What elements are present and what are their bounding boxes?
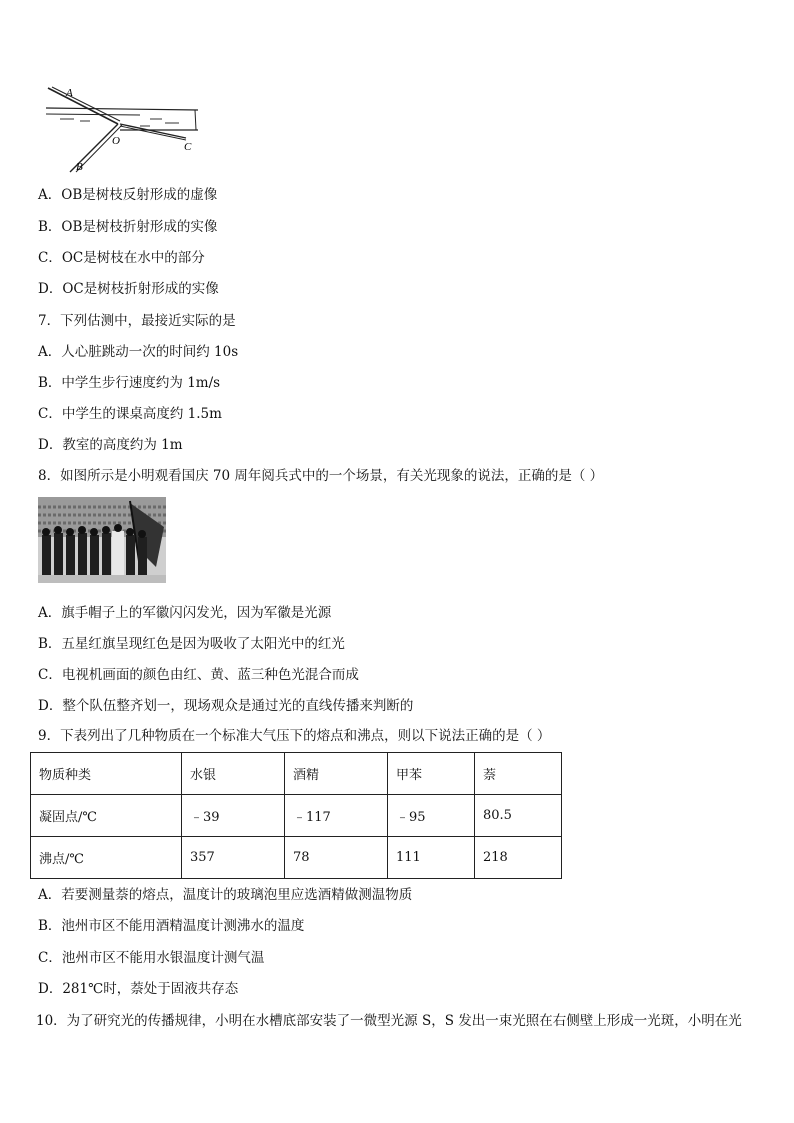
table-cell: 沸点/℃: [31, 837, 182, 879]
q6-option-a: A．OB是树枝反射形成的虚像: [38, 187, 218, 203]
label-c: C: [184, 141, 192, 153]
q9-option-c: C．池州市区不能用水银温度计测气温: [38, 950, 265, 966]
water-surface-top: [46, 108, 198, 110]
q6-option-c: C．OC是树枝在水中的部分: [38, 250, 205, 266]
q7-stem: 7．下列估测中，最接近实际的是: [38, 313, 236, 329]
table-header-cell: 萘: [475, 753, 562, 795]
table-cell: 357: [182, 837, 285, 879]
q9-option-b: B．池州市区不能用酒精温度计测沸水的温度: [38, 918, 305, 934]
water-line: [46, 114, 140, 115]
label-b: B: [76, 161, 83, 173]
q7-option-a: A．人心脏跳动一次的时间约 10s: [38, 344, 239, 360]
q7-option-b: B．中学生步行速度约为 1m/s: [38, 375, 221, 391]
q10-stem: 10．为了研究光的传播规律，小明在水槽底部安装了一微型光源 S，S 发出一束光照在右侧壁上形成一光斑，小明在光: [36, 1013, 742, 1029]
branch-oc-edge: [120, 126, 186, 140]
q7-option-d: D．教室的高度约为 1m: [38, 437, 183, 453]
q9-option-a: A．若要测量萘的熔点，温度计的玻璃泡里应选酒精做测温物质: [38, 887, 413, 903]
water-edge: [195, 110, 196, 130]
table-cell: ﹣95: [388, 795, 475, 837]
q8-stem: 8．如图所示是小明观看国庆 70 周年阅兵式中的一个场景，有关光现象的说法，正确的是（ ）: [38, 468, 604, 484]
q8-option-a: A．旗手帽子上的军徽闪闪发光，因为军徽是光源: [38, 605, 332, 621]
table-cell: ﹣39: [182, 795, 285, 837]
q9-stem: 9．下表列出了几种物质在一个标准大气压下的熔点和沸点，则以下说法正确的是（ ）: [38, 728, 551, 744]
q8-option-b: B．五星红旗呈现红色是因为吸收了太阳光中的红光: [38, 636, 345, 652]
table-cell: 111: [388, 837, 475, 879]
q8-option-c: C．电视机画面的颜色由红、黄、蓝三种色光混合而成: [38, 667, 359, 683]
table-cell: 凝固点/℃: [31, 795, 182, 837]
parade-photo: [38, 497, 166, 583]
table-cell: ﹣117: [285, 795, 388, 837]
melting-boiling-table: [30, 752, 562, 879]
label-a: A: [66, 87, 73, 99]
table-row: [31, 837, 562, 879]
q6-option-d: D．OC是树枝折射形成的实像: [38, 281, 219, 297]
table-header-row: [31, 753, 562, 795]
table-header-cell: 甲苯: [388, 753, 475, 795]
table-cell: 80.5: [475, 795, 562, 837]
branch-ob-edge: [76, 125, 122, 172]
table-cell: 218: [475, 837, 562, 879]
q6-option-b: B．OB是树枝折射形成的实像: [38, 219, 218, 235]
refraction-figure: [40, 86, 210, 176]
branch-ao-edge: [52, 87, 120, 121]
table-row: [31, 795, 562, 837]
q8-option-d: D．整个队伍整齐划一，现场观众是通过光的直线传播来判断的: [38, 698, 414, 714]
table-cell: 78: [285, 837, 388, 879]
water-ripples: [60, 119, 179, 126]
table-header-cell: 水银: [182, 753, 285, 795]
branch-ao: [48, 88, 118, 124]
branch-oc: [120, 124, 186, 138]
q9-option-d: D．281℃时，萘处于固液共存态: [38, 981, 239, 997]
q7-option-c: C．中学生的课桌高度约 1.5m: [38, 406, 222, 422]
label-o: O: [112, 135, 120, 147]
table-header-cell: 物质种类: [31, 753, 182, 795]
table-header-cell: 酒精: [285, 753, 388, 795]
